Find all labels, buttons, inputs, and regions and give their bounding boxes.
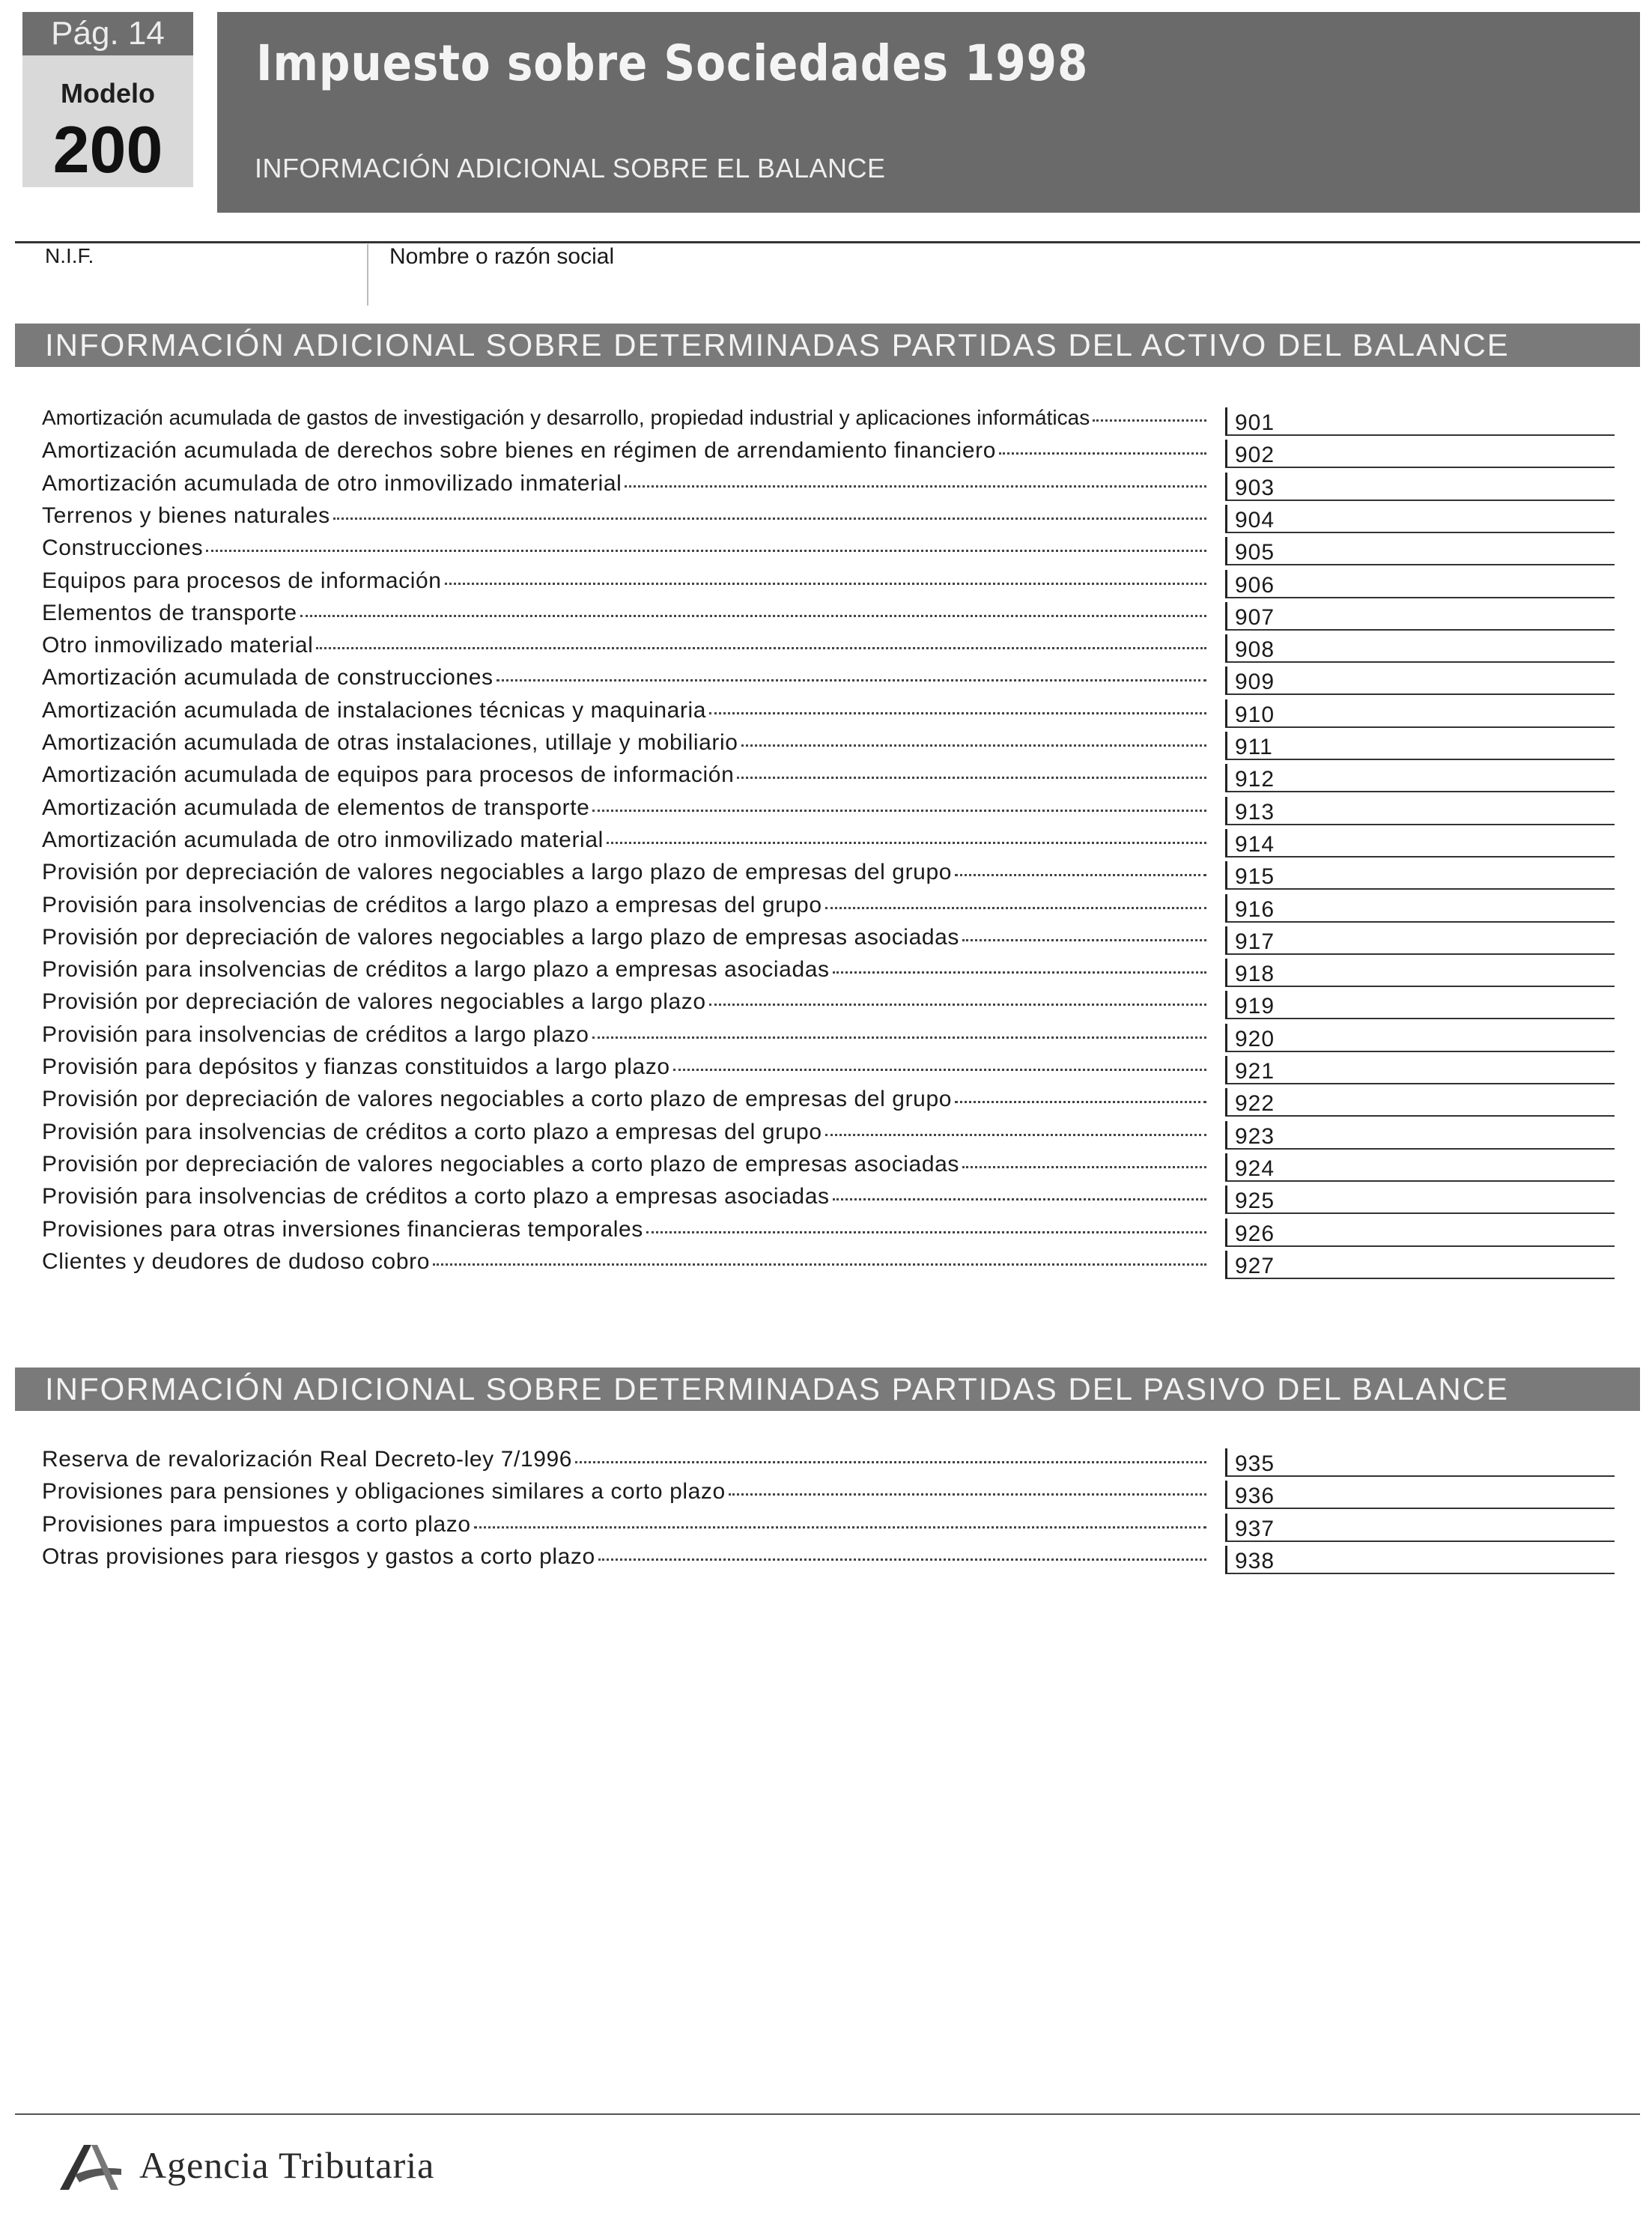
amount-field[interactable] (1225, 1186, 1615, 1214)
row-label-text: Amortización acumulada de instalaciones técnicas y maquinaria (42, 697, 707, 723)
dot-leader (955, 1101, 1206, 1103)
row-label-text: Amortización acumulada de elementos de transporte (42, 795, 590, 820)
table-row (42, 1085, 1615, 1117)
amount-field[interactable] (1225, 473, 1615, 501)
row-label (42, 438, 1206, 464)
row-label (42, 1512, 1206, 1538)
row-label-text: Provisión por depreciación de valores negociables a largo plazo de empresas del grupo (42, 860, 953, 885)
row-label-text: Provisión para insolvencias de créditos a largo plazo a empresas asociadas (42, 957, 830, 983)
dot-leader (825, 1134, 1206, 1136)
table-row (42, 567, 1615, 598)
row-label-text: Provisión para depósitos y fianzas constituidos a largo plazo (42, 1054, 670, 1079)
row-label (42, 730, 1206, 756)
amount-field[interactable] (1225, 602, 1615, 631)
amount-field[interactable] (1225, 959, 1615, 987)
field-code: 937 (1235, 1516, 1275, 1541)
field-code: 921 (1235, 1059, 1275, 1084)
dot-leader (474, 1526, 1206, 1529)
row-label (42, 1152, 1206, 1177)
field-code: 905 (1235, 540, 1275, 565)
dot-leader (741, 744, 1206, 747)
table-row (42, 858, 1615, 890)
agencia-tributaria-logo-icon (52, 2136, 127, 2196)
row-label (42, 698, 1206, 723)
row-label-text: Amortización acumulada de gastos de investigación y desarrollo, propiedad industrial y aplicaciones informáticas (42, 406, 1090, 429)
row-label (42, 762, 1206, 788)
row-label (42, 1447, 1206, 1472)
row-label (42, 1184, 1206, 1209)
dot-leader (646, 1231, 1206, 1233)
dot-leader (433, 1263, 1206, 1266)
amount-field[interactable] (1225, 667, 1615, 695)
field-code: 926 (1235, 1221, 1275, 1246)
amount-field[interactable] (1225, 537, 1615, 565)
field-code: 925 (1235, 1189, 1275, 1214)
row-label (42, 503, 1206, 529)
field-code: 904 (1235, 507, 1275, 532)
field-code: 906 (1235, 572, 1275, 598)
field-code: 923 (1235, 1123, 1275, 1149)
field-code: 920 (1235, 1026, 1275, 1051)
row-label-text: Provisiones para pensiones y obligaciones similares a corto plazo (42, 1479, 726, 1505)
page-number-badge: Pág. 14 (22, 12, 193, 55)
table-row (42, 534, 1615, 565)
amount-field[interactable] (1225, 1251, 1615, 1279)
row-label-text: Terrenos y bienes naturales (42, 503, 330, 528)
field-code: 911 (1235, 735, 1273, 759)
table-row (42, 437, 1615, 468)
row-label-text: Equipos para procesos de información (42, 568, 442, 593)
row-label (42, 795, 1206, 821)
table-row (42, 696, 1615, 728)
field-code: 914 (1235, 831, 1275, 857)
table-row (42, 1248, 1615, 1279)
table-row (42, 470, 1615, 501)
dot-leader (825, 907, 1206, 909)
row-label-text: Clientes y deudores de dudoso cobro (42, 1248, 430, 1274)
row-label (42, 925, 1206, 950)
row-label (42, 893, 1206, 918)
row-label-text: Provisión por depreciación de valores negociables a largo plazo (42, 989, 706, 1015)
table-row (42, 1215, 1615, 1247)
dot-leader (673, 1069, 1206, 1071)
row-label-text: Amortización acumulada de otro inmovilizado material (42, 827, 604, 852)
table-row (42, 1543, 1615, 1574)
name-label: Nombre o razón social (389, 244, 615, 269)
row-label-text: Provisiones para otras inversiones financieras temporales (42, 1216, 643, 1242)
row-label-text: Otras provisiones para riesgos y gastos a corto plazo (42, 1543, 595, 1569)
amount-field[interactable] (1225, 797, 1615, 825)
table-row (42, 404, 1615, 436)
dot-leader (833, 971, 1206, 974)
table-row (42, 631, 1615, 663)
dot-leader (496, 679, 1206, 682)
row-label-text: Provisión por depreciación de valores negociables a corto plazo de empresas del grupo (42, 1087, 953, 1112)
field-code: 936 (1235, 1484, 1275, 1509)
row-label (42, 860, 1206, 885)
row-label-text: Provisión para insolvencias de créditos a largo plazo (42, 1022, 589, 1047)
row-label-text: Provisión por depreciación de valores negociables a largo plazo de empresas asociadas (42, 924, 960, 950)
row-label-text: Provisión para insolvencias de créditos a corto plazo a empresas del grupo (42, 1119, 822, 1144)
table-row (42, 1053, 1615, 1084)
field-code: 918 (1235, 962, 1275, 987)
amount-field[interactable] (1225, 1546, 1615, 1574)
section-heading-activo: INFORMACIÓN ADICIONAL SOBRE DETERMINADAS PARTIDAS DEL ACTIVO DEL BALANCE (15, 324, 1640, 367)
dot-leader (300, 615, 1206, 617)
field-code: 935 (1235, 1451, 1275, 1476)
row-label-text: Provisión por depreciación de valores negociables a corto plazo de empresas asociadas (42, 1151, 960, 1177)
amount-field[interactable] (1225, 634, 1615, 663)
row-label (42, 989, 1206, 1015)
dot-leader (999, 452, 1206, 455)
field-code: 916 (1235, 896, 1275, 922)
field-code: 915 (1235, 864, 1275, 890)
amount-field[interactable] (1225, 407, 1615, 436)
amount-field[interactable] (1225, 440, 1615, 468)
table-row (42, 1118, 1615, 1150)
field-code: 912 (1235, 767, 1275, 792)
page-title: Impuesto sobre Sociedades 1998 (256, 34, 1089, 92)
field-code: 927 (1235, 1253, 1275, 1278)
dot-leader (445, 583, 1206, 585)
table-row (42, 761, 1615, 792)
table-row (42, 502, 1615, 533)
amount-field[interactable] (1225, 1448, 1615, 1477)
dot-leader (955, 874, 1206, 876)
row-label-text: Construcciones (42, 535, 204, 561)
table-row (42, 1183, 1615, 1214)
table-row (42, 956, 1615, 987)
page-subtitle: INFORMACIÓN ADICIONAL SOBRE EL BALANCE (255, 153, 886, 183)
row-label (42, 1249, 1206, 1275)
amount-field[interactable] (1225, 505, 1615, 533)
amount-field[interactable] (1225, 1153, 1615, 1182)
row-label (42, 601, 1206, 626)
dot-leader (729, 1493, 1206, 1496)
table-row (42, 826, 1615, 857)
amount-field[interactable] (1225, 991, 1615, 1019)
table-row (42, 599, 1615, 631)
dot-leader (592, 1036, 1206, 1039)
dot-leader (316, 647, 1206, 649)
amount-field[interactable] (1225, 1121, 1615, 1150)
row-label-text: Elementos de transporte (42, 600, 297, 625)
table-row (42, 1511, 1615, 1542)
table-row (42, 794, 1615, 825)
amount-field[interactable] (1225, 1056, 1615, 1084)
row-label (42, 633, 1206, 658)
field-code: 901 (1235, 410, 1275, 435)
model-label: Modelo (61, 78, 155, 109)
amount-field[interactable] (1225, 861, 1615, 890)
table-row (42, 988, 1615, 1019)
field-code: 910 (1235, 702, 1275, 727)
dot-leader (962, 939, 1206, 941)
amount-field[interactable] (1225, 1514, 1615, 1542)
row-label (42, 406, 1206, 430)
row-label-text: Provisiones para impuestos a corto plazo (42, 1511, 471, 1537)
agency-name: Agencia Tributaria (139, 2144, 435, 2186)
field-code: 919 (1235, 994, 1275, 1019)
amount-field[interactable] (1225, 1088, 1615, 1117)
identification-rule (15, 241, 1640, 243)
dot-leader (709, 1004, 1206, 1006)
table-row (42, 1445, 1615, 1477)
dot-leader (333, 517, 1206, 520)
row-label-text: Amortización acumulada de otras instalaciones, utillaje y mobiliario (42, 730, 738, 755)
row-label (42, 828, 1206, 853)
row-label-text: Amortización acumulada de construcciones (42, 665, 494, 690)
dot-leader (1093, 419, 1206, 422)
amount-field[interactable] (1225, 1481, 1615, 1509)
model-box (22, 55, 193, 187)
field-code: 909 (1235, 670, 1275, 695)
footer-rule (15, 2113, 1640, 2115)
amount-field[interactable] (1225, 732, 1615, 760)
dot-leader (625, 485, 1206, 488)
row-label (42, 471, 1206, 497)
row-label-text: Amortización acumulada de otro inmovilizado inmaterial (42, 470, 622, 496)
amount-field[interactable] (1225, 764, 1615, 792)
table-row (42, 1021, 1615, 1052)
dot-leader (575, 1461, 1206, 1463)
dot-leader (709, 712, 1206, 714)
amount-field[interactable] (1225, 699, 1615, 728)
row-label (42, 957, 1206, 983)
identification-divider (367, 244, 368, 306)
row-label (42, 1054, 1206, 1080)
amount-field[interactable] (1225, 1024, 1615, 1052)
dot-leader (607, 842, 1206, 844)
row-label-text: Amortización acumulada de derechos sobre bienes en régimen de arrendamiento financiero (42, 438, 996, 464)
row-label (42, 1087, 1206, 1112)
row-label (42, 1120, 1206, 1145)
table-row (42, 923, 1615, 955)
field-code: 922 (1235, 1091, 1275, 1117)
field-code: 917 (1235, 929, 1275, 954)
field-code: 902 (1235, 443, 1275, 468)
field-code: 903 (1235, 475, 1275, 500)
field-code: 913 (1235, 799, 1275, 825)
row-label-text: Provisión para insolvencias de créditos a corto plazo a empresas asociadas (42, 1184, 830, 1209)
dot-leader (592, 810, 1206, 812)
amount-field[interactable] (1225, 570, 1615, 598)
row-label-text: Otro inmovilizado material (42, 633, 314, 658)
row-label (42, 665, 1206, 690)
amount-field[interactable] (1225, 894, 1615, 923)
table-row (42, 729, 1615, 760)
dot-leader (598, 1558, 1206, 1561)
table-row (42, 1478, 1615, 1509)
amount-field[interactable] (1225, 926, 1615, 955)
dot-leader (737, 777, 1206, 779)
row-label (42, 1022, 1206, 1048)
field-code: 908 (1235, 637, 1275, 663)
field-code: 907 (1235, 604, 1275, 630)
field-code: 924 (1235, 1156, 1275, 1181)
row-label (42, 1479, 1206, 1505)
row-label (42, 1217, 1206, 1242)
row-label-text: Amortización acumulada de equipos para procesos de información (42, 762, 735, 788)
section-heading-pasivo: INFORMACIÓN ADICIONAL SOBRE DETERMINADAS PARTIDAS DEL PASIVO DEL BALANCE (15, 1368, 1640, 1411)
table-row (42, 664, 1615, 695)
dot-leader (962, 1166, 1206, 1168)
model-number: 200 (52, 112, 163, 186)
row-label (42, 1544, 1206, 1570)
nif-label: N.I.F. (45, 244, 94, 267)
dot-leader (206, 550, 1206, 552)
table-row (42, 891, 1615, 923)
row-label (42, 535, 1206, 561)
dot-leader (833, 1198, 1206, 1200)
field-code: 938 (1235, 1548, 1275, 1573)
table-row (42, 1150, 1615, 1182)
title-band (217, 12, 1640, 213)
row-label-text: Reserva de revalorización Real Decreto-ley 7/1996 (42, 1447, 573, 1472)
amount-field[interactable] (1225, 829, 1615, 857)
row-label (42, 568, 1206, 594)
row-label-text: Provisión para insolvencias de créditos a largo plazo a empresas del grupo (42, 892, 822, 917)
amount-field[interactable] (1225, 1218, 1615, 1247)
